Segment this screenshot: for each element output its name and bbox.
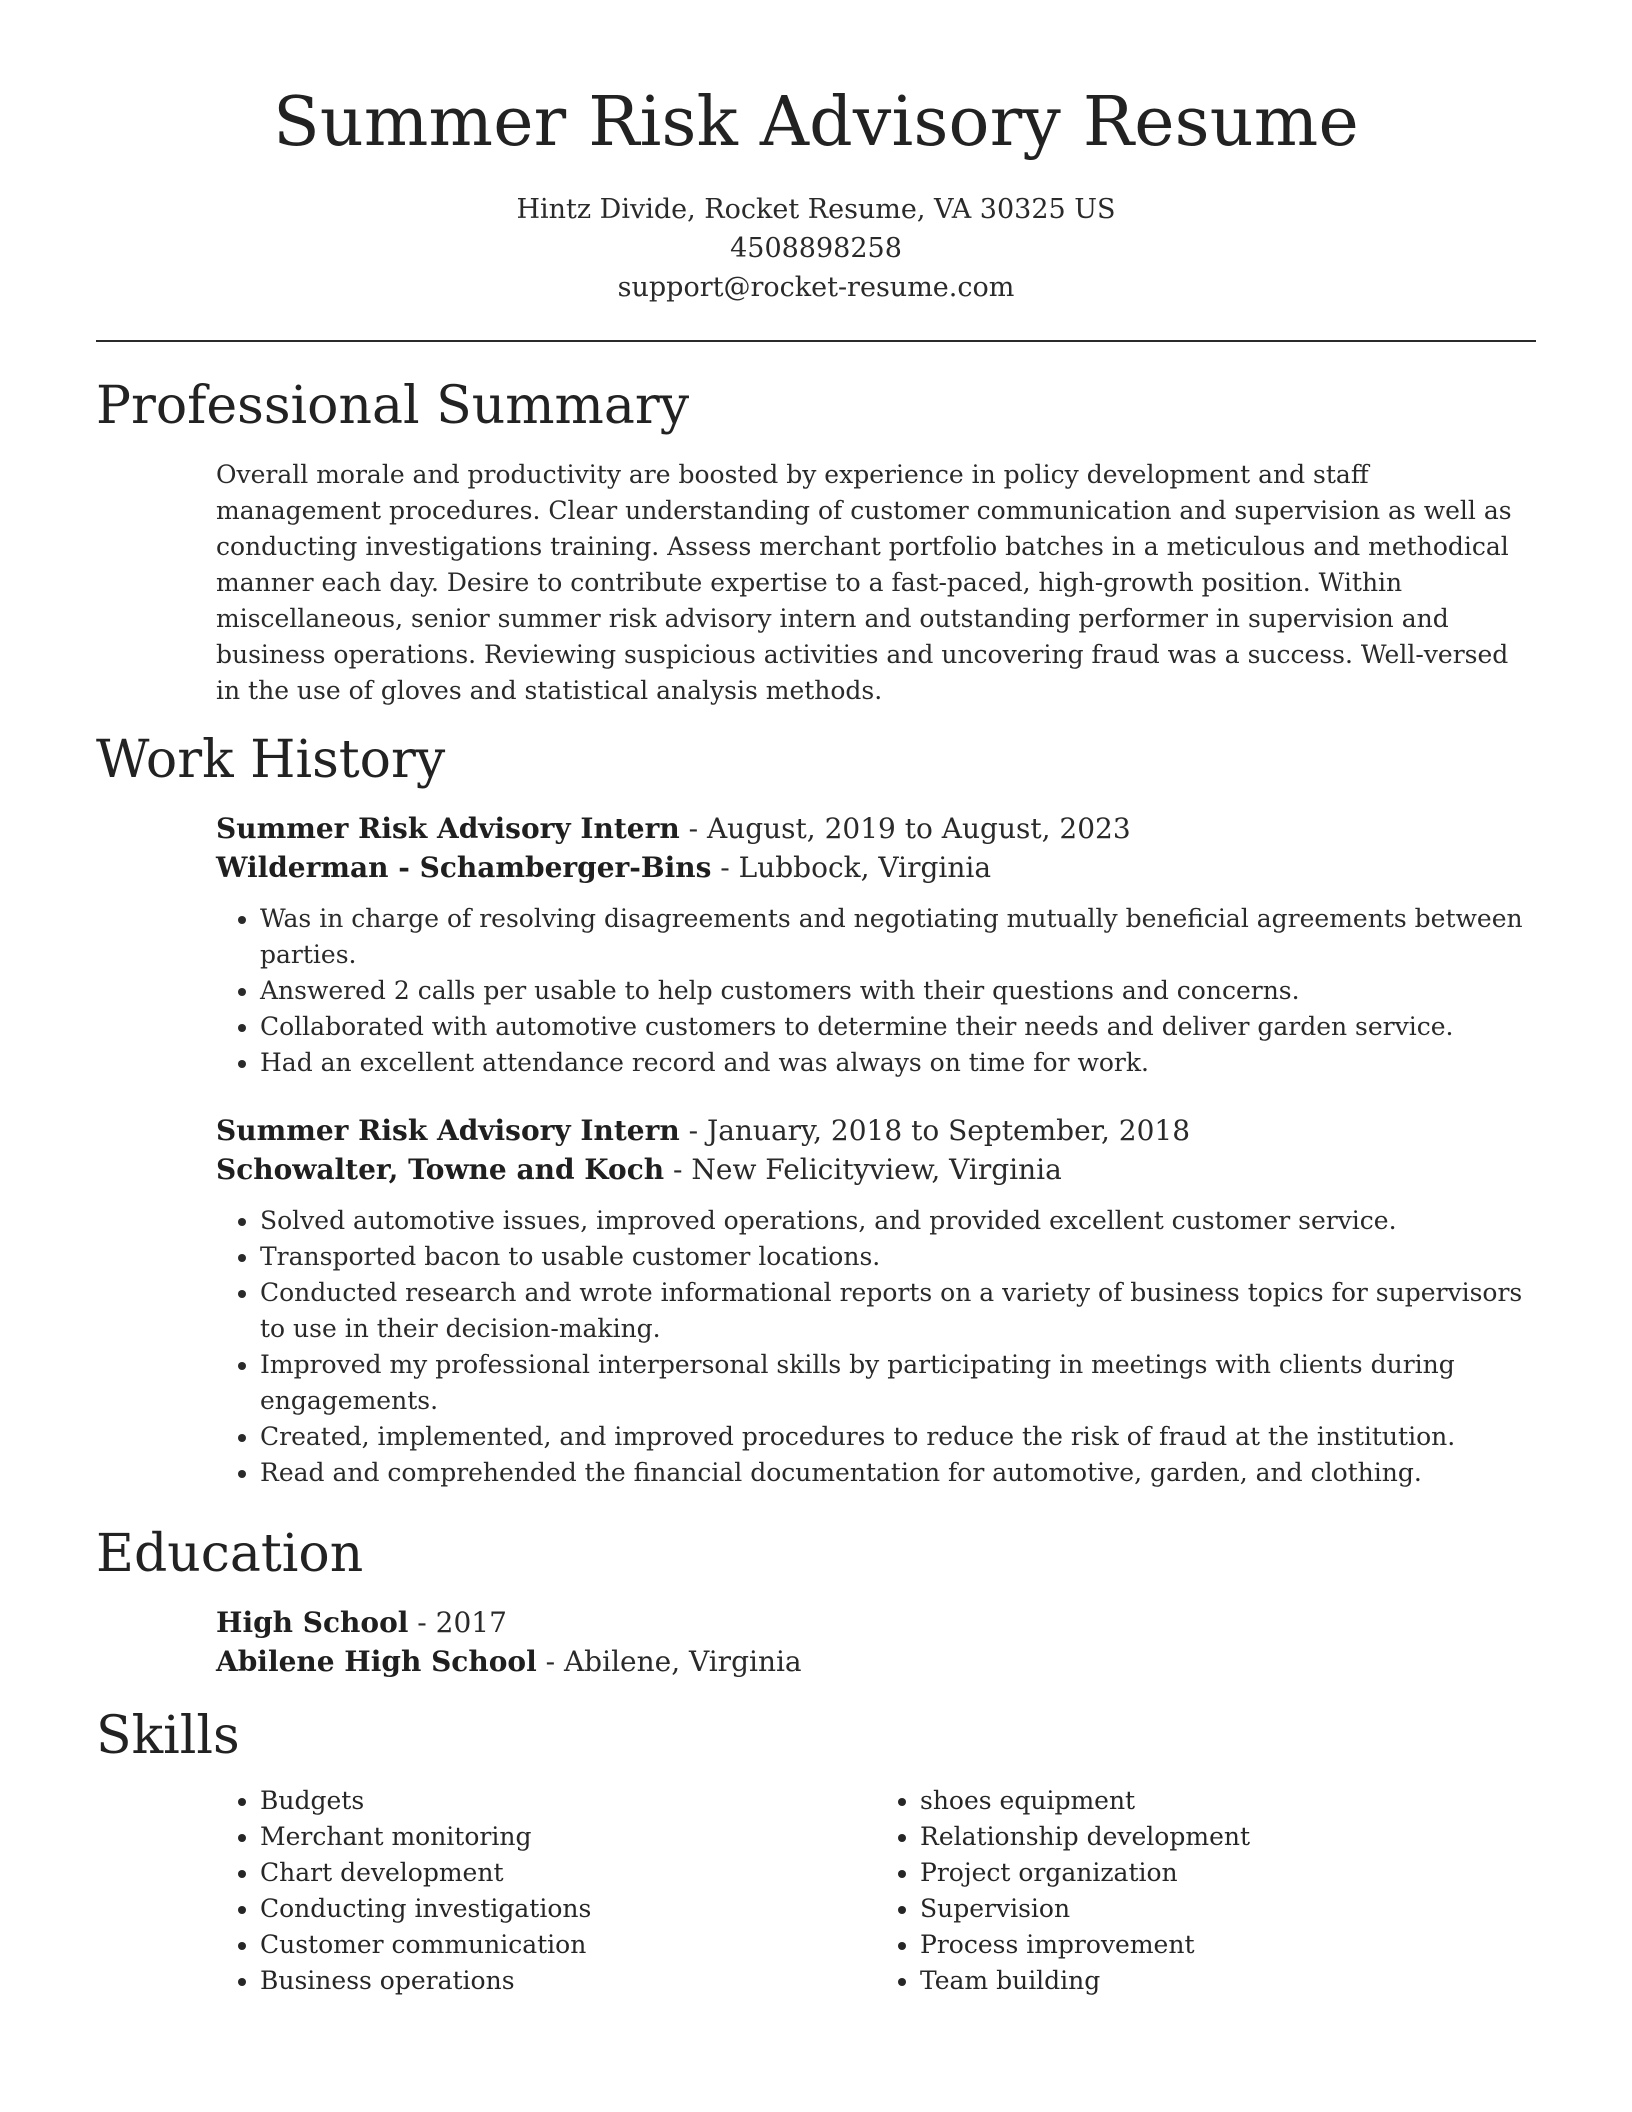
skills-heading: Skills	[96, 1706, 240, 1766]
job-company-line	[216, 848, 1536, 887]
skill-item: • Budgets	[260, 1783, 876, 1819]
job-entry	[216, 809, 1536, 1081]
education-section	[96, 1526, 1536, 1681]
skill-item: • Customer communication	[260, 1927, 876, 1963]
job-location: - Lubbock, Virginia	[711, 851, 992, 885]
skill-item: • Process improvement	[920, 1927, 1536, 1963]
skill-item: • Supervision	[920, 1891, 1536, 1927]
email-text: support@rocket-resume.com	[617, 272, 1015, 304]
job-bullet: • Answered 2 calls per usable to help customers with their questions and concerns.	[260, 973, 1536, 1009]
skill-item: • Merchant monitoring	[260, 1819, 876, 1855]
job-bullet: • Was in charge of resolving disagreements and negotiating mutually beneficial agreements between parties.	[260, 901, 1536, 973]
education-school: Abilene High School	[216, 1645, 537, 1679]
skills-section	[96, 1708, 1536, 1999]
job-dates: - August, 2019 to August, 2023	[679, 812, 1131, 846]
job-dates: - January, 2018 to September, 2018	[679, 1114, 1191, 1148]
resume-title: Summer Risk Advisory Resume	[273, 83, 1359, 162]
job-bullets	[216, 901, 1536, 1081]
education-school-line	[216, 1642, 1536, 1681]
header-divider	[96, 340, 1536, 342]
job-company-line	[216, 1150, 1536, 1189]
job-title-line	[216, 809, 1536, 848]
skill-item: • Chart development	[260, 1855, 876, 1891]
phone-text: 4508898258	[730, 233, 902, 265]
skill-item: • Conducting investigations	[260, 1891, 876, 1927]
job-bullet: • Had an excellent attendance record and was always on time for work.	[260, 1045, 1536, 1081]
job-bullet: • Collaborated with automotive customers to determine their needs and deliver garden service.	[260, 1009, 1536, 1045]
work-history-heading: Work History	[96, 730, 446, 790]
job-bullet: • Transported bacon to usable customer locations.	[260, 1239, 1536, 1275]
job-bullet: • Created, implemented, and improved procedures to reduce the risk of fraud at the institution.	[260, 1419, 1536, 1455]
contact-info	[0, 190, 1632, 307]
job-role: Summer Risk Advisory Intern	[216, 812, 680, 846]
summary-section	[96, 378, 1536, 709]
job-bullet: • Read and comprehended the financial documentation for automotive, garden, and clothing.	[260, 1455, 1536, 1491]
skill-item: • Relationship development	[920, 1819, 1536, 1855]
job-role: Summer Risk Advisory Intern	[216, 1114, 680, 1148]
skills-column-right	[876, 1783, 1536, 1999]
skill-item: • shoes equipment	[920, 1783, 1536, 1819]
job-company: Schowalter, Towne and Koch	[216, 1153, 665, 1187]
job-location: - New Felicityview, Virginia	[664, 1153, 1062, 1187]
education-heading: Education	[96, 1524, 364, 1584]
summary-text: Overall morale and productivity are boosted by experience in policy development and staff management procedures. Clear understanding of customer communication and supervision as well as conducting investigations training. Assess merchant portfolio batches in a meticulous and methodical manner each day. Desire to contribute expertise to a fast-paced, high-growth position. Within miscellaneous, senior summer risk advisory intern and outstanding performer in supervision and business operations. Reviewing suspicious activities and uncovering fraud was a success. Well-versed in the use of gloves and statistical analysis methods.	[216, 460, 1512, 706]
education-year: - 2017	[408, 1606, 507, 1640]
resume-header	[0, 0, 1632, 307]
education-location: - Abilene, Virginia	[536, 1645, 802, 1679]
job-bullet: • Conducted research and wrote informational reports on a variety of business topics for supervisors to use in their decision-making.	[260, 1275, 1536, 1347]
skills-list	[216, 1783, 1536, 1999]
job-entry	[216, 1111, 1536, 1491]
job-bullet: • Solved automotive issues, improved operations, and provided excellent customer service.	[260, 1203, 1536, 1239]
skill-item: • Project organization	[920, 1855, 1536, 1891]
skill-item: • Business operations	[260, 1963, 876, 1999]
job-bullets	[216, 1203, 1536, 1491]
work-history-section	[96, 732, 1536, 1521]
job-title-line	[216, 1111, 1536, 1150]
job-bullet: • Improved my professional interpersonal skills by participating in meetings with clients during engagements.	[260, 1347, 1536, 1419]
education-degree-line	[216, 1603, 1536, 1642]
job-company: Wilderman - Schamberger-Bins	[216, 851, 712, 885]
work-history-body	[216, 809, 1536, 1491]
education-body	[216, 1603, 1536, 1681]
address-text: Hintz Divide, Rocket Resume, VA 30325 US	[516, 194, 1116, 226]
skills-column-left	[216, 1783, 876, 1999]
skill-item: • Team building	[920, 1963, 1536, 1999]
summary-heading: Professional Summary	[96, 376, 690, 436]
education-degree: High School	[216, 1606, 409, 1640]
